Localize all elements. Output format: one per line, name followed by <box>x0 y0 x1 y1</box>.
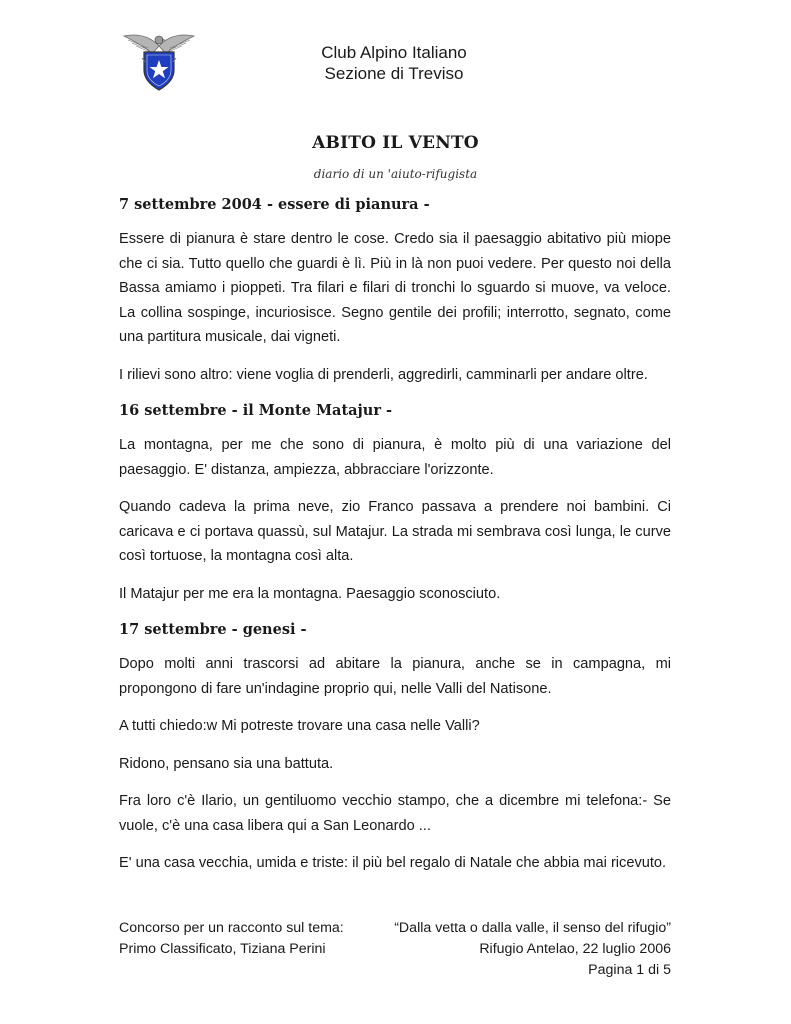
paragraph: Dopo molti anni trascorsi ad abitare la pianura, anche se in campagna, mi propongono di fare un'indagine proprio qui, nelle Valli del Natisone. <box>119 656 671 697</box>
paragraph: La montagna, per me che sono di pianura, è molto più di una variazione del paesaggio. E' distanza, ampiezza, abbracciare l'orizzonte. <box>119 437 671 478</box>
cai-eagle-shield-logo-icon <box>122 28 196 94</box>
footer-contest-theme: “Dalla vetta o dalla valle, il senso del rifugio” <box>394 920 671 936</box>
footer-author: Primo Classificato, Tiziana Perini <box>119 941 326 957</box>
paragraph: I rilievi sono altro: viene voglia di prenderli, aggredirli, camminarli per andare oltre. <box>119 366 648 383</box>
paragraph: Essere di pianura è stare dentro le cose. Credo sia il paesaggio abitativo più miope che ci sia. Tutto quello che guardi è lì. Più in là non puoi vedere. Per questo noi della Bassa amiamo i pioppeti. Tra filari e filari di tronchi lo sguardo si muove, va veloce. La collina sospinge, incuriosisce. Segno gentile dei profili; interrotto, segnato, come una partitura musicale, dai vigneti. <box>119 231 671 345</box>
entry-heading: 16 settembre - il Monte Matajur - <box>119 402 393 419</box>
paragraph: Il Matajur per me era la montagna. Paesaggio sconosciuto. <box>119 585 501 602</box>
diary-content <box>119 195 671 890</box>
diary-entry <box>119 401 671 606</box>
page-footer <box>119 918 671 981</box>
org-line-1: Club Alpino Italiano <box>321 43 467 62</box>
footer-contest-label: Concorso per un racconto sul tema: <box>119 920 344 936</box>
paragraph: Quando cadeva la prima neve, zio Franco passava a prendere noi bambini. Ci caricava e ci portava quassù, sul Matajur. La strada mi sembrava così lunga, le curve così tortuose, la montagna così alta. <box>119 499 671 564</box>
org-line-2: Sezione di Treviso <box>324 64 464 83</box>
document-subtitle: diario di un 'aiuto-rifugista <box>313 167 478 181</box>
footer-row <box>119 918 671 939</box>
paragraph: Ridono, pensano sia una battuta. <box>119 755 334 772</box>
diary-entry <box>119 195 671 387</box>
diary-entry <box>119 620 671 876</box>
entry-heading: 7 settembre 2004 - essere di pianura - <box>119 196 430 213</box>
footer-row <box>119 960 671 981</box>
paragraph: E' una casa vecchia, umida e triste: il più bel regalo di Natale che abbia mai ricevuto. <box>119 855 667 871</box>
document-title: ABITO IL VENTO <box>312 133 479 153</box>
paragraph: Fra loro c'è Ilario, un gentiluomo vecchio stampo, che a dicembre mi telefona:- Se vuole, c'è una casa libera qui a San Leonardo ... <box>119 793 671 834</box>
page-number: Pagina 1 di 5 <box>588 962 671 978</box>
entry-heading: 17 settembre - genesi - <box>119 621 307 638</box>
footer-place-date: Rifugio Antelao, 22 luglio 2006 <box>479 941 671 957</box>
organization-name <box>300 42 488 84</box>
paragraph: A tutti chiedo:w Mi potreste trovare una casa nelle Valli? <box>119 718 480 734</box>
footer-row <box>119 939 671 960</box>
